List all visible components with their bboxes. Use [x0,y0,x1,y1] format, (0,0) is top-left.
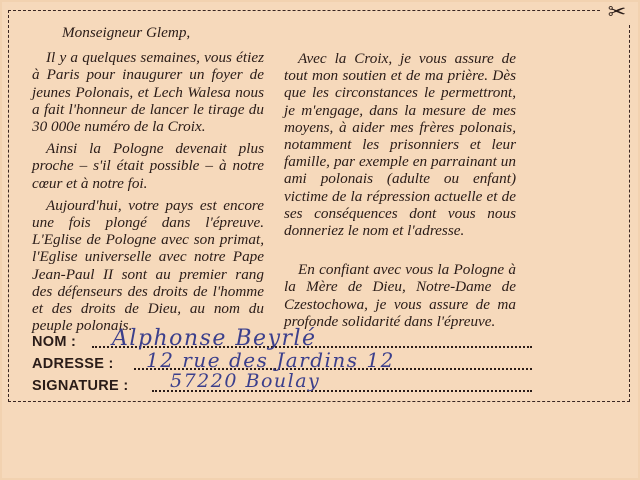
name-label: NOM : [32,334,77,350]
signature-field[interactable]: 57220 Boulay [170,370,321,392]
letter-left-column [32,24,264,334]
letter-paragraph: Il y a quelques semaines, vous étiez à Paris pour inaugurer un foyer de jeunes Polonais, et Lech Walesa nous a fait l'honneur de lancer le tirage du 30 000e numéro de la Croix. [32,49,264,136]
address-field[interactable]: 12 rue des Jardins 12 [146,348,395,372]
letter-salutation: Monseigneur Glemp, [62,24,191,41]
signature-field-row [32,370,532,398]
letter-paragraph: Ainsi la Pologne devenait plus proche – s'il était possible – à notre cœur et à notre foi. [32,140,264,192]
letter-paragraph: Aujourd'hui, votre pays est encore une fois plongé dans l'épreuve. L'Eglise de Pologne avec son primat, l'Eglise universelle avec notre Pape Jean-Paul II sont au premier rang des défenseurs des droits de l'homme et des droits de Dieu, au nom du peuple polonais. [32,196,264,335]
signup-form [32,326,532,398]
letter-right-column [284,50,516,330]
letter-paragraph: Avec la Croix, je vous assure de tout mon soutien et de ma prière. Dès que les circonstances le permettront, je m'engage, dans la mesure de mes moyens, à aider mes frères polonais, notamment les prisonniers et leur famille, par exemple en parrainant un ami polonais (adulte ou enfant) victime de la répression actuelle et de ses conséquences dont vous nous donneriez le nom et l'adresse. [284,50,516,240]
signature-label: SIGNATURE : [32,378,129,394]
newspaper-clipping [2,2,638,478]
letter-paragraph: En confiant avec vous la Pologne à la Mère de Dieu, Notre-Dame de Czestochowa, je vous assure de ma profonde solidarité dans l'épreuve. [284,261,516,330]
scissors-icon: ✂ [600,2,634,24]
name-field[interactable]: Alphonse Beyrlé [112,326,317,351]
address-label: ADRESSE : [32,356,114,372]
